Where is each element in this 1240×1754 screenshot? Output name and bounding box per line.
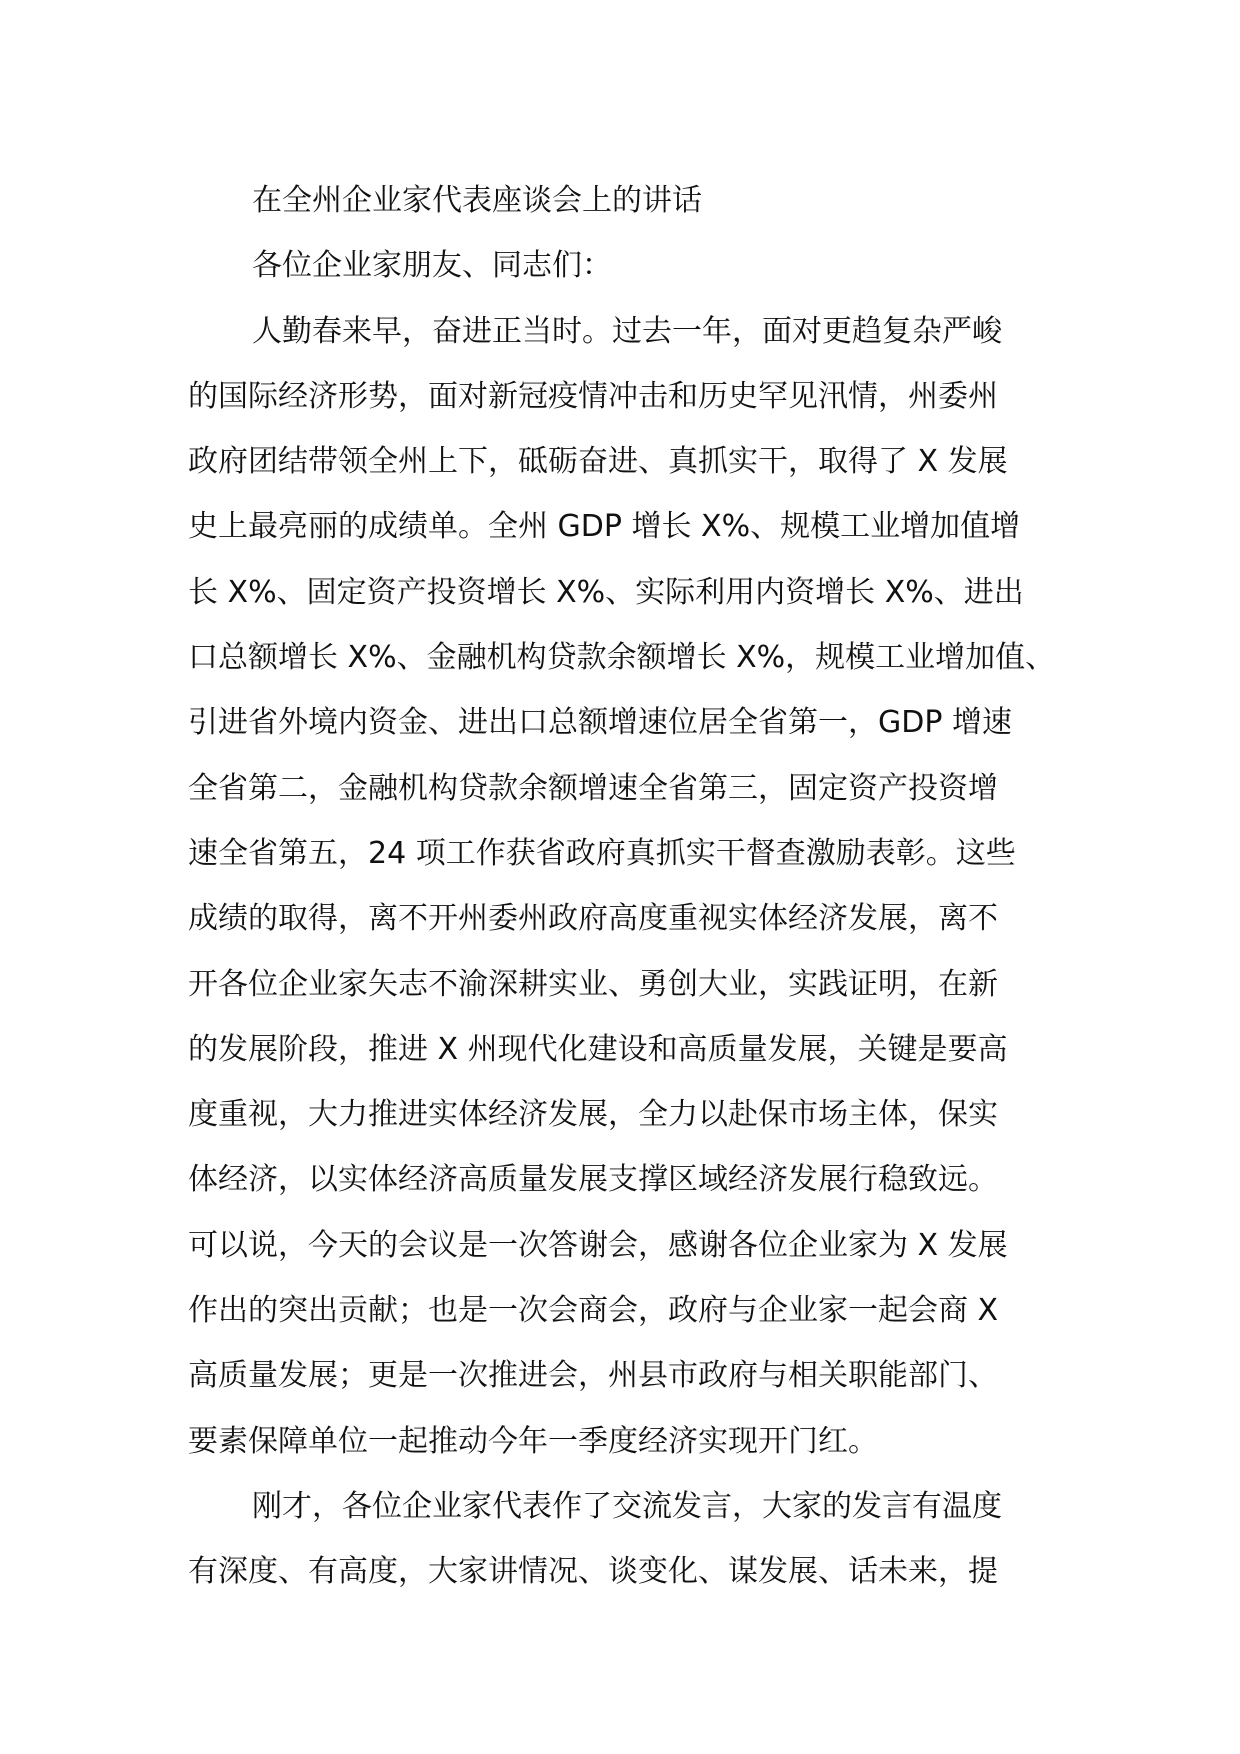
paragraph-line: 口总额增长 X%、金融机构贷款余额增长 X%，规模工业增加值、 — [188, 640, 1056, 676]
paragraph-line: 高质量发展；更是一次推进会，州县市政府与相关职能部门、 — [188, 1358, 998, 1394]
paragraph-line: 度重视，大力推进实体经济发展，全力以赴保市场主体，保实 — [188, 1097, 998, 1133]
paragraph-line: 成绩的取得，离不开州委州政府高度重视实体经济发展，离不 — [188, 901, 998, 937]
paragraph-line: 长 X%、固定资产投资增长 X%、实际利用内资增长 X%、进出 — [188, 574, 1024, 610]
paragraph-line: 开各位企业家矢志不渝深耕实业、勇创大业，实践证明，在新 — [188, 966, 998, 1002]
paragraph-line: 体经济，以实体经济高质量发展支撑区域经济发展行稳致远。 — [188, 1162, 998, 1198]
document-title: 在全州企业家代表座谈会上的讲话 — [252, 183, 702, 218]
paragraph-line: 刚才，各位企业家代表作了交流发言，大家的发言有温度 — [252, 1488, 1002, 1524]
salutation: 各位企业家朋友、同志们： — [252, 248, 612, 284]
document-body — [188, 168, 1068, 1605]
paragraph-line: 的国际经济形势，面对新冠疫情冲击和历史罕见汛情，州委州 — [188, 378, 998, 414]
paragraph-line: 全省第二，金融机构贷款余额增速全省第三，固定资产投资增 — [188, 770, 998, 806]
paragraph-line: 速全省第五，24 项工作获省政府真抓实干督查激励表彰。这些 — [188, 835, 1016, 871]
paragraph — [188, 1474, 1068, 1605]
paragraph-line: 要素保障单位一起推动今年一季度经济实现开门红。 — [188, 1423, 878, 1459]
paragraph-line: 人勤春来早，奋进正当时。过去一年，面对更趋复杂严峻 — [252, 313, 1002, 349]
paragraph-line: 引进省外境内资金、进出口总额增速位居全省第一，GDP 增速 — [188, 705, 1012, 741]
paragraph-line: 史上最亮丽的成绩单。全州 GDP 增长 X%、规模工业增加值增 — [188, 509, 1021, 545]
paragraph-line: 作出的突出贡献；也是一次会商会，政府与企业家一起会商 X — [188, 1293, 999, 1329]
paragraph-line: 政府团结带领全州上下，砥砺奋进、真抓实干，取得了 X 发展 — [188, 444, 1008, 480]
paragraph-line: 可以说，今天的会议是一次答谢会，感谢各位企业家为 X 发展 — [188, 1227, 1008, 1263]
paragraph-line: 有深度、有高度，大家讲情况、谈变化、谋发展、话未来，提 — [188, 1554, 998, 1590]
paragraph — [188, 299, 1068, 1474]
paragraph-line: 的发展阶段，推进 X 州现代化建设和高质量发展，关键是要高 — [188, 1031, 1008, 1067]
